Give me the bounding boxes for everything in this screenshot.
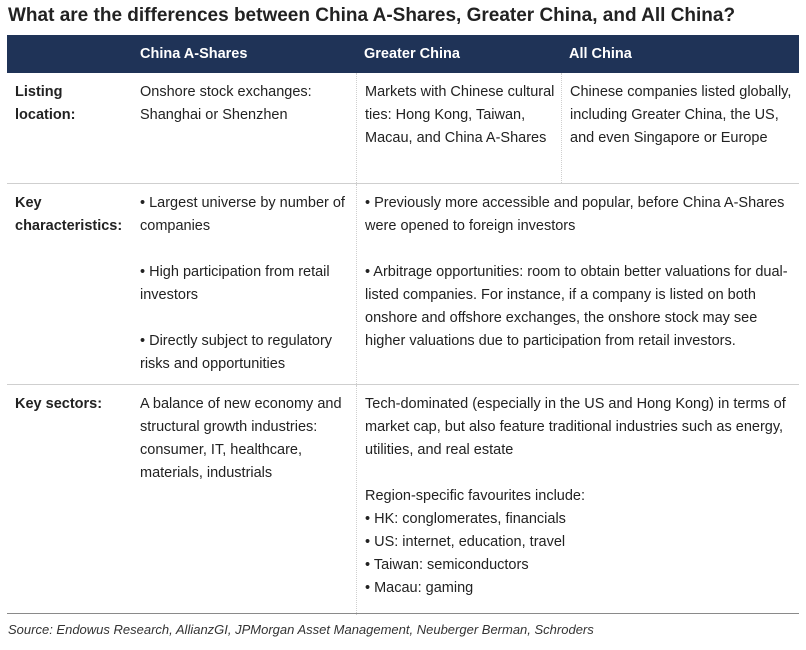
characteristic-item: • High participation from retail investors	[140, 264, 330, 303]
source-divider	[7, 613, 799, 614]
page-title: What are the differences between China A-Shares, Greater China, and All China?	[8, 5, 736, 26]
list-item: • Taiwan: semiconductors	[365, 557, 529, 573]
list-item: • HK: conglomerates, financials	[365, 511, 566, 527]
listing-china-a-shares: Onshore stock exchanges: Shanghai or Shenzhen	[140, 84, 312, 123]
header-all-china: All China	[569, 46, 632, 62]
sectors-greater-and-all-china	[356, 385, 799, 615]
table-row-key-characteristics	[7, 184, 799, 385]
row-label-listing-location: Listing location:	[15, 84, 76, 123]
header-greater-china: Greater China	[364, 46, 460, 62]
row-label-key-sectors: Key sectors:	[15, 396, 103, 412]
sectors-intro: Tech-dominated (especially in the US and Hong Kong) in terms of market cap, but also feature traditional industries such as energy, utilities, and real estate	[365, 396, 786, 458]
listing-all-china: Chinese companies listed globally, including Greater China, the US, and even Singapore or Europe	[561, 73, 799, 183]
row-label-key-characteristics: Key characteristics:	[15, 195, 123, 234]
table-header-row	[7, 35, 799, 73]
favourites-heading: Region-specific favourites include:	[365, 488, 586, 504]
characteristics-greater-and-all-china	[356, 184, 799, 384]
table-row-listing-location	[7, 73, 799, 184]
characteristic-item: • Largest universe by number of companies	[140, 195, 345, 234]
sectors-china-a-shares: A balance of new economy and structural growth industries: consumer, IT, healthcare, materials, industrials	[140, 396, 342, 481]
list-item: • US: internet, education, travel	[365, 534, 566, 550]
header-china-a-shares: China A-Shares	[140, 46, 248, 62]
source-note: Source: Endowus Research, AllianzGI, JPMorgan Asset Management, Neuberger Berman, Schroders	[8, 622, 594, 637]
characteristics-china-a-shares	[132, 184, 356, 384]
favourites-list	[365, 508, 793, 600]
characteristic-item: • Previously more accessible and popular, before China A-Shares were opened to foreign investors	[365, 195, 785, 234]
listing-greater-china: Markets with Chinese cultural ties: Hong Kong, Taiwan, Macau, and China A-Shares	[356, 73, 561, 183]
characteristic-item: • Directly subject to regulatory risks and opportunities	[140, 333, 333, 372]
characteristic-item: • Arbitrage opportunities: room to obtain better valuations for dual-listed companies. For instance, if a company is listed on both onshore and offshore exchanges, the onshore stock may see higher valuations due to participation from retail investors.	[365, 264, 788, 349]
comparison-table	[7, 35, 799, 615]
table-row-key-sectors	[7, 385, 799, 615]
favourites-block	[365, 485, 793, 600]
list-item: • Macau: gaming	[365, 580, 474, 596]
